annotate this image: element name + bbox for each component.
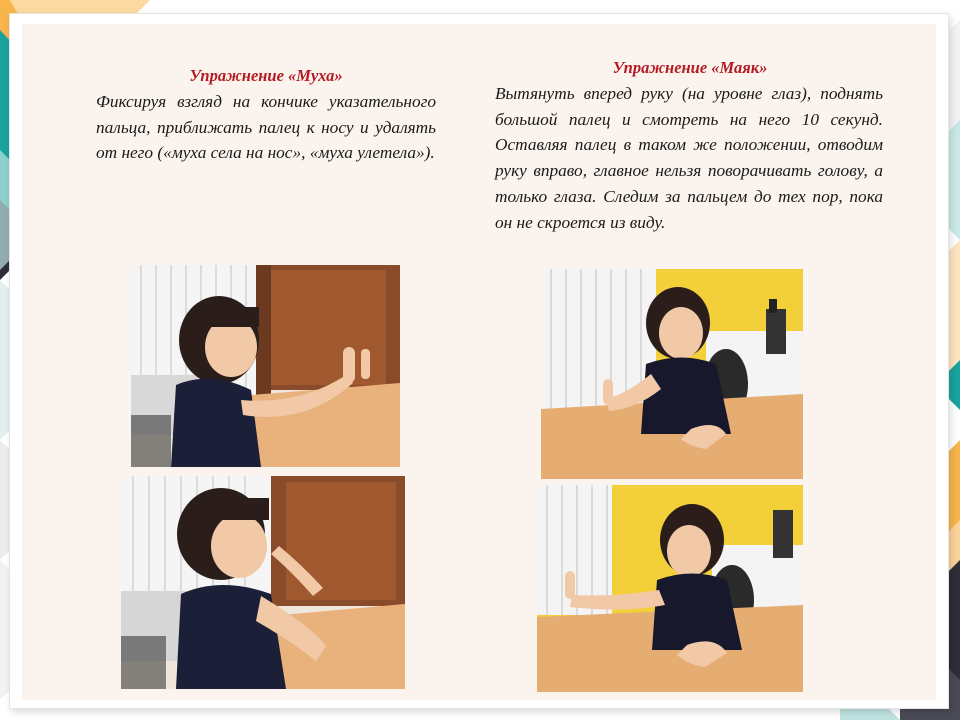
photo-lighthouse-exercise-1 xyxy=(541,269,803,479)
left-exercise-text: Фиксируя взгляд на кончике указательного пальца, приближать палец к носу и удалять от него («муха села на нос», «муха улетела»). xyxy=(96,92,436,163)
right-exercise-text: Вытянуть вперед руку (на уровне глаз), поднять большой палец и смотреть на него 10 секунд. Оставляя палец в таком же положении, отводим руку вправо, главное нельзя поворачивать голову, а только глаза. Следим за пальцем до тех пор, пока он не скроется из виду. xyxy=(495,84,883,232)
photo-fly-exercise-2 xyxy=(121,476,405,689)
right-exercise-title: Упражнение «Маяк» xyxy=(612,58,768,77)
left-exercise-title: Упражнение «Муха» xyxy=(189,66,343,85)
photo-lighthouse-exercise-2 xyxy=(537,485,803,692)
photo-fly-exercise-1 xyxy=(131,265,400,467)
